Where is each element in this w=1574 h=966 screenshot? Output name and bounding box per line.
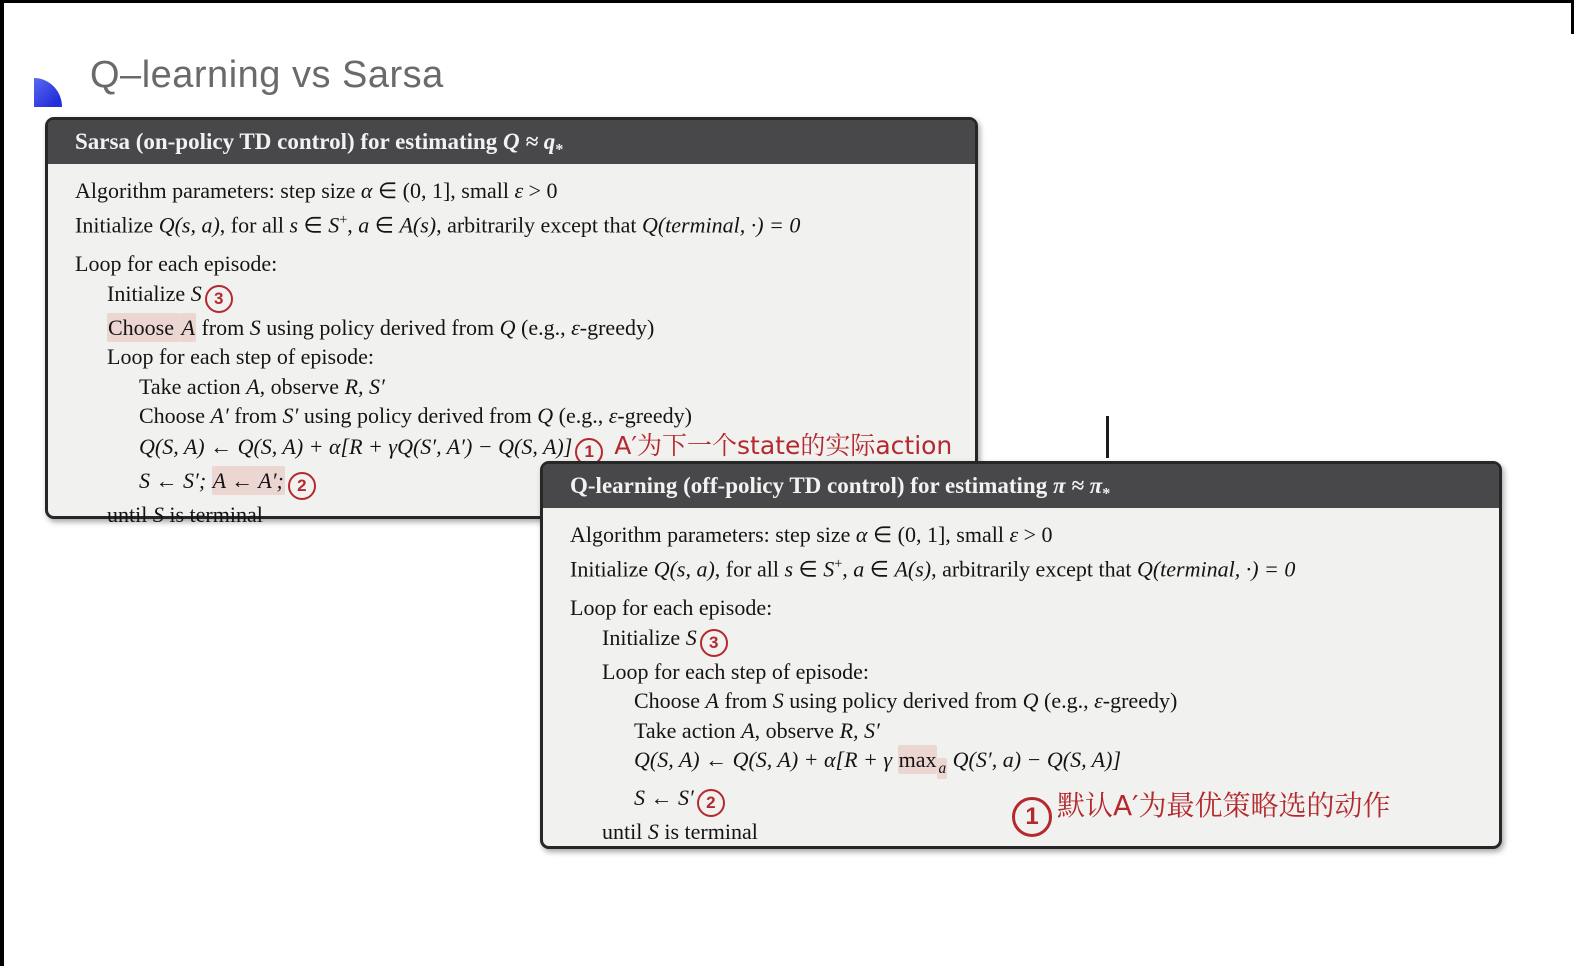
text-segment: , [842,555,854,581]
text-segment: until [602,819,648,845]
text-segment: Choose [634,688,706,714]
text-segment: S [190,280,202,306]
text-segment: ∈ [298,211,329,237]
text-segment: , [347,211,359,237]
text-segment: Q(terminal, ·) = 0 [641,211,801,237]
frame-border-left [0,0,4,966]
text-segment: (e.g., [553,403,609,429]
text-segment: Choose [108,314,180,340]
text-segment: using policy derived from [260,314,500,340]
text-segment: Q(s, a) [158,211,220,237]
text-segment: ∈ (0, 1], small [372,178,515,203]
text-segment: from [195,314,250,340]
text-segment: A [181,314,195,340]
algorithm-line [75,372,975,402]
text-segment: Algorithm parameters: step size [570,522,856,547]
text-segment: ∈ [864,555,895,581]
text-segment: from [228,403,283,429]
text-segment: Loop for each step of episode: [107,344,374,370]
text-segment: A [741,717,755,743]
text-segment: π ≈ π [1052,473,1103,498]
text-segment: Loop for each episode: [570,595,773,621]
algorithm-line [75,342,975,372]
algorithm-line [570,550,1499,584]
text-segment: Q(S′, a) − Q(S, A)] [947,747,1122,773]
text-segment: Choose [139,403,211,429]
text-segment: (e.g., [1038,688,1095,714]
text-segment: S [152,501,164,527]
text-segment: A(s) [894,555,932,581]
text-segment: ε [514,178,524,203]
text-segment: Q [1022,688,1039,714]
circled-number-3: 3 [700,629,728,657]
text-segment: ∈ [369,211,400,237]
circled-number-1: 1 [575,438,603,466]
text-segment: Algorithm parameters: step size [75,178,361,203]
text-segment: s [289,211,299,237]
text-segment: S [647,819,659,845]
text-segment: A′ [210,403,229,429]
text-segment: A ← A′; [212,467,284,493]
text-segment: S [823,555,835,581]
text-segment: , observe [754,717,840,743]
text-segment: * [1102,485,1111,503]
text-segment: , for all [714,555,785,581]
caret-mark [1106,416,1109,458]
text-segment: Q(terminal, ·) = 0 [1136,555,1296,581]
text-segment: Q [499,314,516,340]
text-segment: Loop for each episode: [75,251,278,277]
text-segment: Q [537,403,554,429]
text-segment: Initialize [75,211,159,237]
algorithm-line [570,657,1499,687]
algorithm-line [75,313,975,343]
text-segment: S [772,688,784,714]
text-segment: (e.g., [515,314,572,340]
qlearning-box-header [543,464,1499,508]
text-segment: is terminal [658,819,758,845]
text-segment: * [555,141,564,159]
text-segment: , observe [259,373,345,399]
text-segment: Initialize [570,555,654,581]
text-segment: Q-learning (off-policy TD control) for estimating [570,473,1053,498]
algorithm-line [75,249,975,279]
algorithm-line [570,623,1499,657]
sarsa-algorithm-box [45,117,978,527]
text-segment: ∈ (0, 1], small [867,522,1010,547]
text-segment: Initialize [107,280,191,306]
qlearning-annotation [1012,784,1391,837]
text-segment: s [784,555,794,581]
text-segment: Loop for each step of episode: [602,658,869,684]
text-segment: > 0 [1018,522,1053,547]
text-segment: , for all [219,211,290,237]
text-segment: a [938,759,947,777]
text-segment: A [705,688,719,714]
text-segment: > 0 [523,178,558,203]
circled-number-1: 1 [1012,797,1052,837]
text-segment: from [718,688,773,714]
text-segment: + [339,211,348,228]
text-segment: ε [608,403,618,429]
text-segment: α [855,522,868,547]
text-segment: Q(s, a) [653,555,715,581]
text-segment: S ← S′; [139,467,212,493]
text-segment: S ← S′ [634,785,694,811]
text-segment: S [249,314,261,340]
algorithm-line [75,401,975,431]
text-segment: -greedy) [1102,688,1178,714]
circled-number-2: 2 [697,789,725,817]
text-segment: until [107,501,153,527]
text-segment: using policy derived from [783,688,1023,714]
algorithm-line [75,206,975,240]
algorithm-line [570,520,1499,550]
text-segment: Take action [634,717,742,743]
text-segment: ∈ [793,555,824,581]
algorithm-line [75,176,975,206]
text-segment: Q(S, A) ← Q(S, A) + α[R + γQ(S′, A′) − Q(S, A)] [139,433,573,459]
annotation-red-text: A′为下一个state的实际action [606,430,953,460]
text-segment: + [834,555,843,572]
text-segment: A [246,373,260,399]
text-segment: A(s) [399,211,437,237]
text-segment: Initialize [602,624,686,650]
annotation-red-text: 默认A′为最优策略选的动作 [1057,789,1391,822]
text-segment: ε [1009,522,1019,547]
text-segment: -greedy) [617,403,692,429]
text-segment: α [360,178,373,203]
text-segment: ε [571,314,580,340]
text-segment: max [898,747,937,773]
text-segment: a [853,555,865,581]
algorithm-line [570,593,1499,623]
text-segment: S [328,211,340,237]
text-segment: a [358,211,370,237]
frame-border-top [0,0,1574,3]
circled-number-3: 3 [205,285,233,313]
text-segment: , arbitrarily except that [931,555,1137,581]
text-segment: is terminal [163,501,263,527]
algorithm-line [75,279,975,313]
text-segment: -greedy) [579,314,655,340]
text-segment: Take action [139,373,247,399]
text-segment: Sarsa (on-policy TD control) for estimating [75,129,504,154]
text-segment: S [685,624,697,650]
sarsa-box-header [48,120,975,164]
text-segment: using policy derived from [298,403,538,429]
page-title: Q–learning vs Sarsa [90,54,444,96]
text-segment: S′ [282,403,299,429]
algorithm-line [570,716,1499,746]
algorithm-line [570,745,1499,783]
text-segment: ε [1094,688,1103,714]
accent-quarter-circle-icon [34,78,62,107]
text-segment: , arbitrarily except that [436,211,642,237]
algorithm-line [570,686,1499,716]
text-segment: Q(S, A) ← Q(S, A) + α[R + γ [634,747,898,773]
text-segment: R, S′ [839,717,880,743]
circled-number-2: 2 [288,472,316,500]
text-segment: Q ≈ q [503,129,556,154]
text-segment: R, S′ [344,373,385,399]
